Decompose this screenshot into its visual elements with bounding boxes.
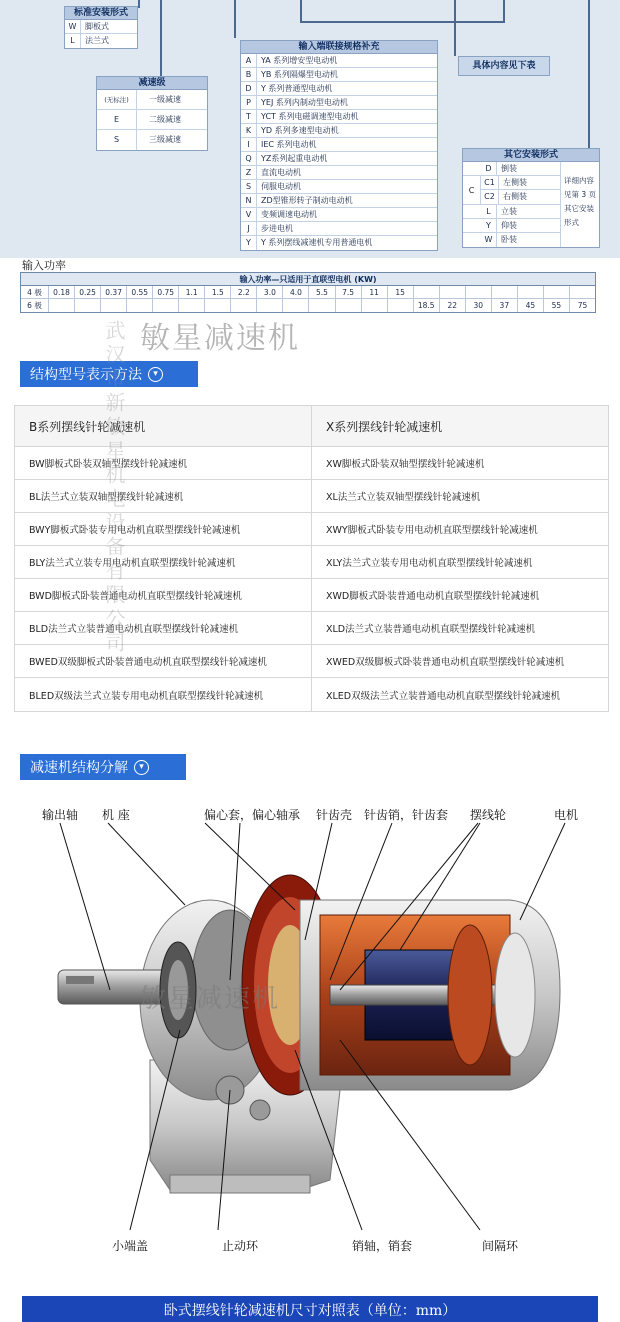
power-value: 15: [388, 286, 414, 298]
power-value: 30: [466, 299, 492, 312]
power-value: [466, 286, 492, 298]
desc: YZ系列起重电动机: [261, 154, 328, 163]
exploded-motor-illustration: [0, 790, 620, 1290]
code: B: [241, 68, 257, 81]
b-series-model: BLED双级法兰式立装专用电动机直联型摆线针轮减速机: [29, 690, 264, 702]
power-value: [492, 286, 518, 298]
part-label-motor: 电机: [554, 808, 579, 822]
code: N: [241, 194, 257, 207]
power-row: [21, 286, 595, 299]
code: W: [65, 20, 81, 33]
power-value: 4.0: [283, 286, 309, 298]
desc: 变频调速电动机: [261, 210, 317, 219]
spec-row: [241, 194, 437, 208]
spec-row: [241, 152, 437, 166]
connector-line: [160, 0, 162, 76]
code: J: [241, 222, 257, 235]
power-value: 37: [492, 299, 518, 312]
power-value: [205, 299, 231, 312]
spec-row: [241, 82, 437, 96]
b-series-model: BWD脚板式卧装普通电动机直联型摆线针轮减速机: [29, 591, 242, 602]
code: S: [241, 180, 257, 193]
desc: 二级减速: [149, 115, 181, 124]
reduction-box: [96, 76, 208, 151]
power-value: [179, 299, 205, 312]
power-value: 0.25: [75, 286, 101, 298]
model-code-diagram: [0, 0, 620, 258]
desc: YA 系列增安型电动机: [261, 56, 338, 65]
note-line: 见第 3 页: [564, 190, 597, 199]
power-row: [21, 299, 595, 312]
std-install-box: [64, 6, 138, 49]
desc: Y 系列普通型电动机: [261, 84, 333, 93]
dimension-table-title: 卧式摆线针轮减速机尺寸对照表（单位：mm）: [22, 1296, 598, 1322]
desc: ZD型锥形转子制动电动机: [261, 196, 353, 205]
desc: IEC 系列电动机: [261, 140, 317, 149]
part-label-end-cover: 小端盖: [112, 1239, 149, 1253]
power-value: [518, 286, 544, 298]
power-value: 75: [577, 301, 588, 310]
code: C1: [481, 176, 499, 189]
power-value: [336, 299, 362, 312]
power-value: [49, 299, 75, 312]
desc: 三级减速: [149, 135, 181, 144]
power-value: [101, 299, 127, 312]
part-label-eccentric: 偏心套，偏心轴承: [204, 808, 301, 822]
power-value: 0.75: [153, 286, 179, 298]
spec-row: [241, 236, 437, 250]
desc: 左侧装: [503, 178, 527, 187]
code: L: [65, 34, 81, 48]
power-value: 0.18: [49, 286, 75, 298]
connector-line: [588, 0, 590, 148]
connector-line: [454, 0, 456, 56]
desc: 一级减速: [149, 95, 181, 104]
input-spec-title: 输入端联接规格补充: [241, 41, 437, 54]
section-title: 减速机结构分解: [30, 760, 128, 776]
table-row: [15, 678, 608, 711]
code: Q: [241, 152, 257, 165]
x-series-model: XWED双级脚板式卧装普通电动机直联型摆线针轮减速机: [311, 645, 608, 677]
power-table-header: 输入功率—只适用于直联型电机 (KW): [21, 273, 595, 286]
x-series-model: XLED双级法兰式立装普通电动机直联型摆线针轮减速机: [311, 678, 608, 711]
watermark: 敏星减速机: [140, 321, 300, 356]
section-banner-exploded: [20, 754, 186, 780]
b-series-model: BLD法兰式立装普通电动机直联型摆线针轮减速机: [29, 624, 239, 635]
code: L: [481, 205, 497, 218]
desc: YD 系列多速型电动机: [261, 126, 339, 135]
b-series-model: BL法兰式立装双轴型摆线针轮减速机: [29, 492, 184, 503]
power-value: 55: [544, 299, 570, 312]
x-series-model: XLD法兰式立装普通电动机直联型摆线针轮减速机: [311, 612, 608, 644]
power-value: [231, 299, 257, 312]
part-label-base: 机 座: [102, 808, 130, 822]
power-label: 输入功率: [22, 259, 66, 272]
code: A: [241, 54, 257, 67]
connector-line: [138, 0, 140, 8]
x-series-model: XW脚板式卧装双轴型摆线针轮减速机: [311, 447, 608, 479]
note-line: 其它安装: [564, 204, 594, 213]
power-value: [127, 299, 153, 312]
std-install-title: 标准安装形式: [65, 7, 137, 20]
desc: 立装: [501, 207, 517, 216]
power-value: 0.55: [127, 286, 153, 298]
desc: 脚板式: [85, 22, 109, 31]
power-value: 18.5: [414, 299, 440, 312]
desc: YCT 系列电磁调速型电动机: [261, 112, 359, 121]
b-series-model: BW脚板式卧装双轴型摆线针轮减速机: [29, 459, 188, 470]
column-header: X系列摆线针轮减速机: [311, 406, 608, 446]
group-code: C: [463, 176, 481, 204]
code: S: [97, 130, 137, 150]
spec-row: [241, 208, 437, 222]
exploded-view: [0, 790, 620, 1290]
power-value: 11: [362, 286, 388, 298]
input-spec-box: [240, 40, 438, 251]
spec-row: [241, 222, 437, 236]
code: I: [241, 138, 257, 151]
part-label-spacer: 间隔环: [482, 1239, 519, 1253]
code: D: [481, 162, 497, 175]
desc: 倒装: [501, 164, 517, 173]
spec-row: [241, 54, 437, 68]
x-series-model: XWY脚板式卧装专用电动机直联型摆线针轮减速机: [311, 513, 608, 545]
code: W: [481, 233, 497, 247]
note-line: 形式: [564, 218, 579, 227]
connector-line: [300, 0, 302, 22]
power-table: [20, 272, 596, 313]
reduction-title: 减速级: [97, 77, 207, 90]
desc: 卧装: [501, 235, 517, 244]
motor-watermark: 敏星减速机: [140, 984, 281, 1014]
power-value: 1.5: [205, 286, 231, 298]
spec-row: [241, 68, 437, 82]
power-value: [283, 299, 309, 312]
power-value: 2.2: [231, 286, 257, 298]
desc: YEJ 系列内制动型电动机: [261, 98, 348, 107]
part-label-stop-ring: 止动环: [222, 1239, 259, 1253]
power-value: 5.5: [309, 286, 335, 298]
spec-row: [241, 180, 437, 194]
code: K: [241, 124, 257, 137]
spec-row: [241, 124, 437, 138]
power-value: 1.1: [179, 286, 205, 298]
power-value: 22: [440, 299, 466, 312]
power-value: [75, 299, 101, 312]
desc: 仰装: [501, 221, 517, 230]
desc: 伺服电动机: [261, 182, 301, 191]
b-series-model: BWED双级脚板式卧装普通电动机直联型摆线针轮减速机: [29, 657, 267, 668]
power-value: [440, 286, 466, 298]
chevron-down-icon: ▾: [148, 367, 163, 382]
desc: 步进电机: [261, 224, 293, 233]
part-label-pin: 针齿销，针齿套: [364, 808, 449, 822]
power-value: [570, 286, 595, 298]
power-value: [309, 299, 335, 312]
code: E: [97, 110, 137, 129]
b-series-model: BWY脚板式卧装专用电动机直联型摆线针轮减速机: [29, 525, 241, 536]
desc: 法兰式: [85, 36, 109, 45]
b-series-model: BLY法兰式立装专用电动机直联型摆线针轮减速机: [29, 558, 236, 569]
connector-line: [234, 0, 236, 38]
power-value: [153, 299, 179, 312]
connector-line: [300, 21, 505, 23]
power-value: [257, 299, 283, 312]
code: (无标注): [97, 90, 137, 109]
desc: 右侧装: [503, 192, 527, 201]
spec-row: [241, 110, 437, 124]
spec-row: [241, 138, 437, 152]
power-value: 3.0: [257, 286, 283, 298]
x-series-model: XWD脚板式卧装普通电动机直联型摆线针轮减速机: [311, 579, 608, 611]
code: D: [241, 82, 257, 95]
power-value: [544, 286, 570, 298]
power-value: [414, 286, 440, 298]
code: P: [241, 96, 257, 109]
part-label-pin-housing: 针齿壳: [316, 808, 353, 822]
power-value: 0.37: [101, 286, 127, 298]
side-watermark: 武汉市新敏星机电设备有限公司: [102, 320, 126, 656]
power-value: 45: [518, 299, 544, 312]
part-label-output-shaft: 输出轴: [42, 808, 79, 822]
code: T: [241, 110, 257, 123]
power-value: 7.5: [336, 286, 362, 298]
pole-label: 6 极: [21, 299, 49, 312]
pole-label: 4 极: [21, 286, 49, 298]
part-label-cycloid: 摆线轮: [470, 808, 507, 822]
code: Y: [241, 236, 257, 250]
other-install-title: 其它安装形式: [463, 149, 599, 162]
x-series-model: XLY法兰式立装专用电动机直联型摆线针轮减速机: [311, 546, 608, 578]
note-line: 详细内容: [564, 176, 594, 185]
part-label-pin-shaft: 销轴，销套: [352, 1239, 413, 1253]
connector-line: [503, 0, 505, 23]
section-title: 结构型号表示方法: [30, 367, 142, 383]
power-value: [388, 299, 414, 312]
detail-note: 具体内容见下表: [458, 56, 550, 76]
code: Y: [481, 219, 497, 232]
chevron-down-icon: ▾: [134, 760, 149, 775]
code: V: [241, 208, 257, 221]
code: Z: [241, 166, 257, 179]
other-install-box: [462, 148, 600, 248]
spec-row: [241, 96, 437, 110]
desc: YB 系列隔爆型电动机: [261, 70, 338, 79]
desc: Y 系列摆线减速机专用普通电机: [261, 238, 373, 247]
power-value: [362, 299, 388, 312]
desc: 直流电动机: [261, 168, 301, 177]
code: C2: [481, 190, 499, 204]
x-series-model: XL法兰式立装双轴型摆线针轮减速机: [311, 480, 608, 512]
column-header: B系列摆线针轮减速机: [29, 419, 146, 434]
spec-row: [241, 166, 437, 180]
